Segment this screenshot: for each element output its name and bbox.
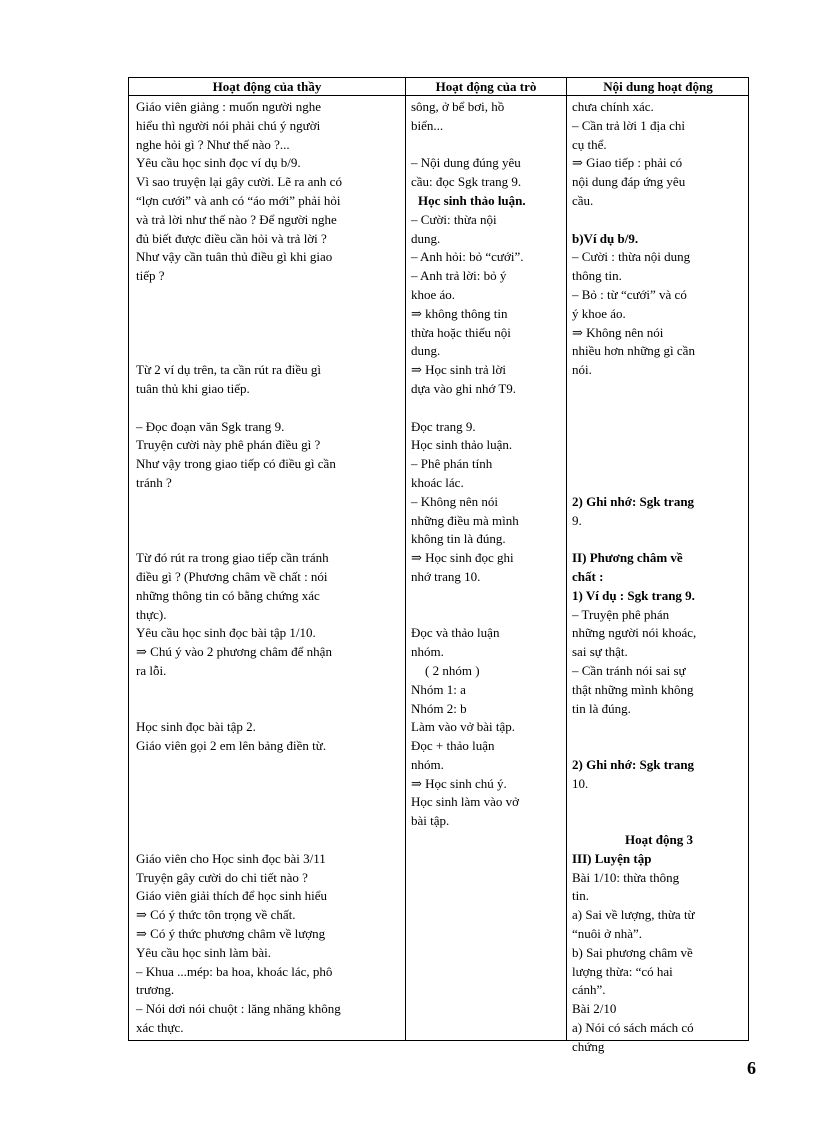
- teacher-line: Giáo viên cho Học sinh đọc bài 3/11: [136, 850, 326, 866]
- teacher-line: Như vậy cần tuân thủ điều gì khi giao: [136, 249, 333, 265]
- student-line: dựa vào ghi nhớ T9.: [411, 380, 517, 396]
- teacher-line: Từ 2 ví dụ trên, ta cần rút ra điều gì: [136, 362, 322, 378]
- content-line: tin.: [572, 888, 589, 904]
- teacher-line: hiểu thì người nói phải chú ý người: [136, 117, 321, 133]
- teacher-line: ⇒ Có ý thức phương châm về lượng: [136, 926, 326, 942]
- teacher-line: Truyện cười này phê phán điều gì ?: [136, 437, 321, 453]
- teacher-line: Giáo viên giảng : muốn người nghe: [136, 99, 322, 114]
- content-line: 1) Ví dụ : Sgk trang 9.: [572, 587, 695, 603]
- student-line: Nhóm 2: b: [411, 700, 467, 716]
- content-line: 9.: [572, 512, 582, 528]
- student-line: nhớ trang 10.: [411, 568, 481, 584]
- teacher-line: tiếp ?: [136, 268, 165, 284]
- content-line: a) Nói có sách mách có: [572, 1020, 694, 1036]
- page-number: 6: [747, 1058, 756, 1078]
- student-line: Đọc + thảo luận: [411, 738, 495, 754]
- student-line: sông, ở bể bơi, hồ: [411, 99, 505, 114]
- student-line: ⇒ Học sinh trả lời: [411, 362, 507, 378]
- teacher-line: ⇒ Chú ý vào 2 phương châm để nhận: [136, 644, 332, 660]
- teacher-line: – Đọc đoạn văn Sgk trang 9.: [136, 418, 285, 434]
- student-line: Học sinh thảo luận.: [418, 192, 526, 208]
- content-line: thông tin.: [572, 268, 622, 284]
- content-line: Bài 2/10: [572, 1001, 617, 1017]
- content-line: tin là đúng.: [572, 700, 631, 716]
- student-line: cầu: đọc Sgk trang 9.: [411, 174, 522, 190]
- content-line: cụ thể.: [572, 136, 607, 152]
- content-line: ⇒ Không nên nói: [572, 324, 664, 340]
- student-line: không tin là đúng.: [411, 531, 506, 547]
- student-line: Đọc và thảo luận: [411, 625, 500, 641]
- content-line: chất :: [572, 568, 604, 584]
- content-line: – Cần trả lời 1 địa chỉ: [572, 117, 686, 133]
- teacher-line: nghe hỏi gì ? Như thế nào ?...: [136, 136, 290, 152]
- content-line: chưa chính xác.: [572, 99, 654, 114]
- teacher-line: ra lỗi.: [136, 662, 167, 678]
- student-line: bài tập.: [411, 813, 450, 829]
- header-divider: [129, 95, 748, 96]
- content-line: 2) Ghi nhớ: Sgk trang: [572, 756, 695, 772]
- content-line: b)Ví dụ b/9.: [572, 230, 639, 246]
- teacher-line: và trả lời như thế nào ? Để người nghe: [136, 211, 337, 227]
- teacher-line: Yêu cầu học sinh làm bài.: [136, 944, 272, 960]
- teacher-line: Như vậy trong giao tiếp có điều gì cần: [136, 456, 336, 472]
- content-line: cánh”.: [572, 982, 606, 998]
- student-line: – Phê phán tính: [411, 456, 493, 472]
- student-line: – Anh hỏi: bỏ “cưới”.: [411, 249, 524, 265]
- content-line: chứng: [572, 1038, 605, 1054]
- content-line: ⇒ Giao tiếp : phải có: [572, 155, 683, 171]
- student-line: ⇒ Học sinh đọc ghi: [411, 550, 514, 566]
- column-divider-1: [405, 78, 406, 1040]
- teacher-line: – Nói dơi nói chuột : lăng nhăng không: [136, 1001, 341, 1017]
- content-line: ý khoe áo.: [572, 305, 626, 321]
- teacher-line: “lợn cưới” và anh có “áo mới” phải hỏi: [136, 192, 341, 208]
- student-line: – Nội dung đúng yêu: [411, 155, 521, 171]
- content-line: “nuôi ở nhà”.: [572, 926, 643, 942]
- student-line: dung.: [411, 343, 441, 359]
- student-line: – Cười: thừa nội: [411, 211, 497, 227]
- teacher-line: tuân thủ khi giao tiếp.: [136, 380, 250, 396]
- teacher-line: Yêu cầu học sinh đọc bài tập 1/10.: [136, 625, 316, 641]
- student-line: khoe áo.: [411, 286, 456, 302]
- content-line: Bài 1/10: thừa thông: [572, 869, 680, 885]
- content-line: nói.: [572, 362, 592, 378]
- student-line: khoác lác.: [411, 474, 464, 490]
- student-line: ⇒ không thông tin: [411, 305, 508, 321]
- header-content: Nội dung hoạt động: [603, 79, 713, 94]
- teacher-line: Truyện gây cười do chi tiết nào ?: [136, 869, 308, 885]
- student-line: ( 2 nhóm ): [425, 662, 480, 678]
- content-column: [572, 98, 746, 1057]
- teacher-line: Giáo viên gọi 2 em lên bảng điền từ.: [136, 738, 327, 754]
- student-line: nhóm.: [411, 756, 444, 772]
- content-line: II) Phương châm về: [572, 550, 683, 566]
- student-line: Học sinh làm vào vở: [411, 794, 519, 810]
- teacher-line: Vì sao truyện lại gây cười. Lẽ ra anh có: [136, 174, 342, 190]
- content-line: III) Luyện tập: [572, 850, 652, 866]
- content-line: – Cười : thừa nội dung: [572, 249, 691, 265]
- student-line: Nhóm 1: a: [411, 681, 466, 697]
- student-line: nhóm.: [411, 644, 444, 660]
- content-line: 2) Ghi nhớ: Sgk trang: [572, 493, 695, 509]
- content-line: những người nói khoác,: [572, 625, 697, 641]
- teacher-line: trương.: [136, 982, 175, 998]
- teacher-activity-column: [136, 98, 402, 1038]
- content-line: – Truyện phê phán: [572, 606, 670, 622]
- student-line: Học sinh thảo luận.: [411, 437, 513, 453]
- header-teacher: Hoạt động của thầy: [212, 79, 322, 94]
- teacher-line: thực).: [136, 606, 167, 622]
- teacher-line: Giáo viên giải thích để học sinh hiểu: [136, 888, 327, 904]
- student-line: Đọc trang 9.: [411, 418, 476, 434]
- teacher-line: Từ đó rút ra trong giao tiếp cần tránh: [136, 550, 329, 566]
- teacher-line: – Khua ...mép: ba hoa, khoác lác, phô: [136, 963, 333, 979]
- student-line: biển...: [411, 117, 444, 133]
- teacher-line: đủ biết được điều cần hỏi và trả lời ?: [136, 230, 327, 246]
- student-line: thừa hoặc thiếu nội: [411, 324, 511, 340]
- teacher-line: Yêu cầu học sinh đọc ví dụ b/9.: [136, 155, 301, 171]
- content-line: cầu.: [572, 192, 594, 208]
- content-line: – Bỏ : từ “cưới” và có: [572, 286, 687, 302]
- content-line: nhiều hơn những gì cần: [572, 343, 695, 359]
- student-activity-column: [411, 98, 563, 831]
- content-line: sai sự thật.: [572, 644, 628, 660]
- student-line: – Không nên nói: [411, 493, 499, 509]
- column-divider-2: [566, 78, 567, 1040]
- teacher-line: Học sinh đọc bài tập 2.: [136, 719, 256, 735]
- content-line: b) Sai phương châm về: [572, 944, 693, 960]
- teacher-line: tránh ?: [136, 474, 172, 490]
- student-line: những điều mà mình: [411, 512, 519, 528]
- content-line: – Cần tránh nói sai sự: [572, 662, 686, 678]
- student-line: – Anh trả lời: bỏ ý: [411, 268, 507, 284]
- teacher-line: điều gì ? (Phương châm về chất : nói: [136, 568, 328, 584]
- content-line: 10.: [572, 775, 589, 791]
- teacher-line: ⇒ Có ý thức tôn trọng về chất.: [136, 907, 296, 923]
- student-line: Làm vào vở bài tập.: [411, 719, 515, 735]
- activity-3-heading: Hoạt động 3: [625, 832, 693, 848]
- student-line: ⇒ Học sinh chú ý.: [411, 775, 507, 791]
- content-line: thật những mình không: [572, 681, 694, 697]
- teacher-line: xác thực.: [136, 1020, 184, 1036]
- content-line: lượng thừa: “có hai: [572, 963, 673, 979]
- header-student: Hoạt động của trò: [435, 79, 537, 94]
- content-line: nội dung đáp ứng yêu: [572, 174, 686, 190]
- lesson-table: [128, 77, 749, 1054]
- student-line: dung.: [411, 230, 441, 246]
- teacher-line: những thông tin có bằng chứng xác: [136, 587, 320, 603]
- content-line: a) Sai về lượng, thừa từ: [572, 907, 695, 923]
